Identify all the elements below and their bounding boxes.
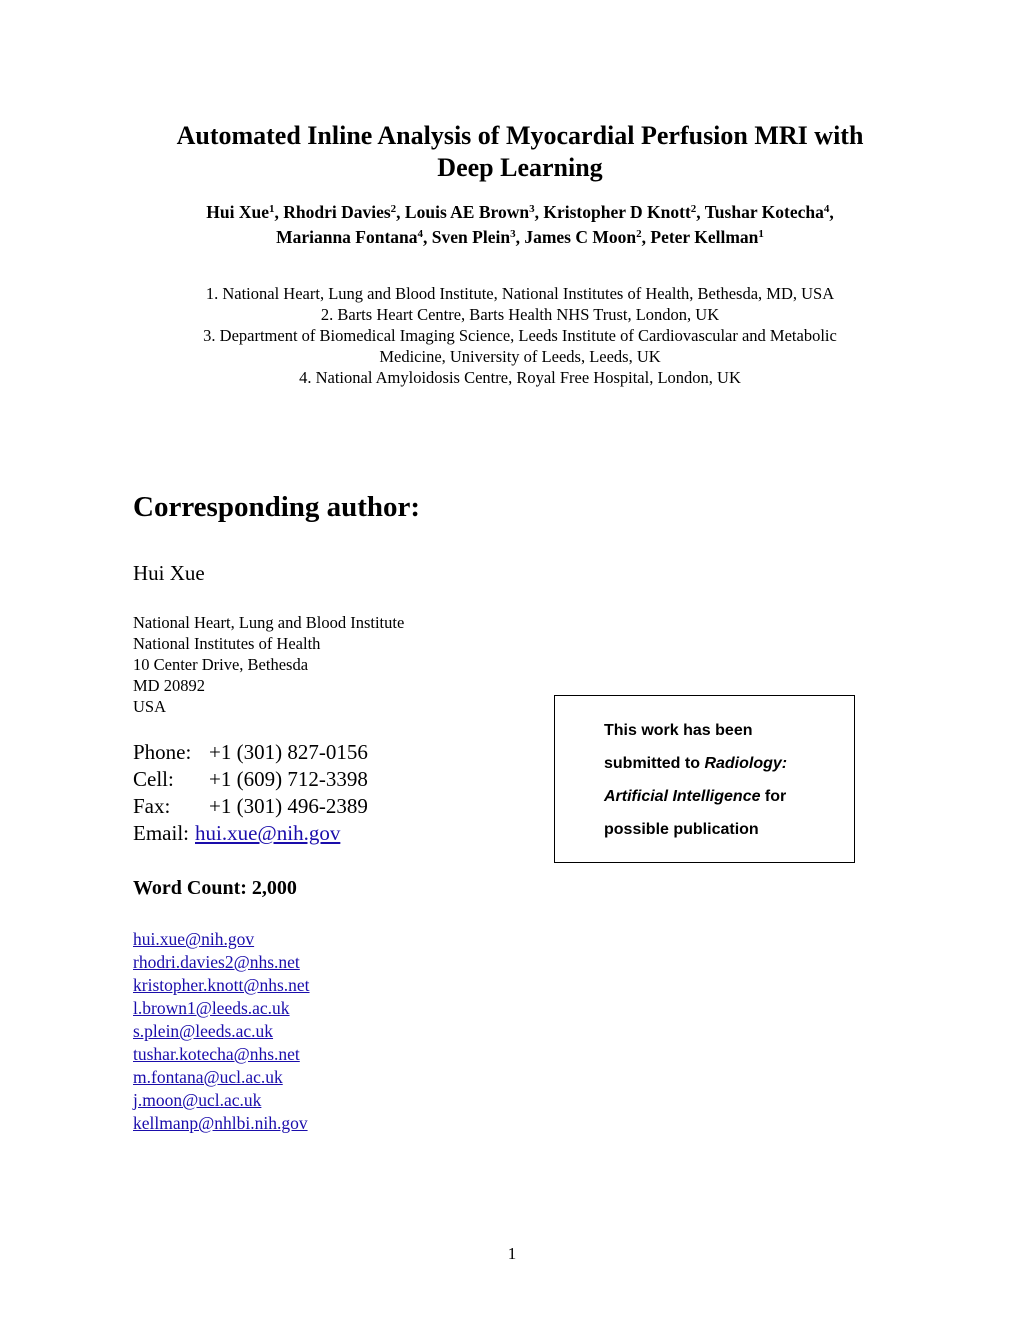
author-list bbox=[110, 200, 930, 250]
author-affiliation-mark: 1 bbox=[758, 227, 764, 240]
notice-line bbox=[604, 747, 838, 780]
email-label: Email: bbox=[133, 821, 189, 845]
author-separator: , bbox=[515, 227, 525, 247]
author-affiliation-mark: 2 bbox=[690, 202, 697, 215]
affiliation-item: Medicine, University of Leeds, Leeds, UK bbox=[379, 347, 661, 366]
author-name: Louis AE Brown bbox=[404, 202, 530, 222]
author-affiliation-mark: 3 bbox=[510, 227, 516, 240]
author-name: Rhodri Davies bbox=[283, 202, 391, 222]
author-email-link[interactable]: m.fontana@ucl.ac.uk bbox=[133, 1067, 283, 1087]
email-link[interactable]: hui.xue@nih.gov bbox=[195, 821, 341, 845]
mailing-address bbox=[133, 612, 404, 717]
notice-line: This work has been bbox=[604, 722, 753, 739]
address-line: National Institutes of Health bbox=[133, 634, 321, 653]
fax-label: Fax: bbox=[133, 794, 171, 818]
title-line-1: Automated Inline Analysis of Myocardial Perfusion MRI with bbox=[176, 121, 864, 150]
author-separator: , bbox=[534, 202, 544, 222]
address-line: MD 20892 bbox=[133, 676, 205, 695]
author-line-2 bbox=[110, 225, 930, 250]
author-name: Peter Kellman bbox=[650, 227, 759, 247]
author-affiliation-mark: 2 bbox=[636, 227, 642, 240]
cell-label: Cell: bbox=[133, 767, 174, 791]
address-line: National Heart, Lung and Blood Institute bbox=[133, 613, 405, 632]
author-email-link[interactable]: kellmanp@nhlbi.nih.gov bbox=[133, 1113, 308, 1133]
author-separator: , bbox=[829, 202, 834, 222]
notice-text: submitted to bbox=[604, 755, 705, 772]
author-name: Sven Plein bbox=[431, 227, 511, 247]
author-email-link[interactable]: rhodri.davies2@nhs.net bbox=[133, 952, 300, 972]
address-line: USA bbox=[133, 697, 167, 716]
paper-title bbox=[120, 120, 920, 184]
contact-details bbox=[133, 739, 368, 847]
author-name: Tushar Kotecha bbox=[704, 202, 824, 222]
author-email-link[interactable]: l.brown1@leeds.ac.uk bbox=[133, 998, 290, 1018]
author-affiliation-mark: 3 bbox=[529, 202, 535, 215]
journal-name-cont: Artificial Intelligence bbox=[604, 788, 761, 805]
author-name: Kristopher D Knott bbox=[543, 202, 691, 222]
author-email-link[interactable]: s.plein@leeds.ac.uk bbox=[133, 1021, 274, 1041]
author-separator: , bbox=[396, 202, 405, 222]
author-affiliation-mark: 1 bbox=[268, 202, 275, 215]
notice-text: for bbox=[760, 788, 787, 805]
author-email-link[interactable]: hui.xue@nih.gov bbox=[133, 929, 255, 949]
affiliation-item: 4. National Amyloidosis Centre, Royal Free Hospital, London, UK bbox=[299, 368, 741, 387]
cell-row bbox=[133, 766, 368, 793]
author-email-link[interactable]: j.moon@ucl.ac.uk bbox=[133, 1090, 262, 1110]
author-line-1 bbox=[110, 200, 930, 225]
corresponding-author-name: Hui Xue bbox=[133, 561, 205, 585]
author-affiliation-mark: 2 bbox=[390, 202, 397, 215]
phone-number: +1 (301) 827-0156 bbox=[209, 740, 368, 764]
email-row bbox=[133, 820, 368, 847]
title-line-2: Deep Learning bbox=[437, 153, 603, 182]
author-email-link[interactable]: kristopher.knott@nhs.net bbox=[133, 975, 310, 995]
affiliation-item: 2. Barts Heart Centre, Barts Health NHS Trust, London, UK bbox=[320, 305, 720, 324]
notice-line bbox=[604, 780, 838, 813]
author-email-link[interactable]: tushar.kotecha@nhs.net bbox=[133, 1044, 300, 1064]
notice-line: possible publication bbox=[604, 821, 759, 838]
fax-row bbox=[133, 793, 368, 820]
author-separator: , bbox=[641, 227, 651, 247]
submission-notice-box bbox=[554, 695, 855, 863]
author-affiliation-mark: 4 bbox=[823, 202, 830, 215]
affiliation-item: 1. National Heart, Lung and Blood Institute, National Institutes of Health, Bethesda, MD, USA bbox=[205, 284, 835, 303]
fax-number: +1 (301) 496-2389 bbox=[209, 794, 368, 818]
author-affiliation-mark: 4 bbox=[417, 227, 424, 240]
affiliation-list bbox=[120, 283, 920, 388]
author-name: James C Moon bbox=[524, 227, 637, 247]
journal-name: Radiology: bbox=[704, 755, 788, 772]
author-email-list bbox=[133, 928, 310, 1135]
author-separator: , bbox=[274, 202, 284, 222]
author-name: Hui Xue bbox=[206, 202, 269, 222]
author-separator: , bbox=[423, 227, 432, 247]
affiliation-item: 3. Department of Biomedical Imaging Science, Leeds Institute of Cardiovascular and Metabolic bbox=[203, 326, 837, 345]
address-line: 10 Center Drive, Bethesda bbox=[133, 655, 309, 674]
word-count: Word Count: 2,000 bbox=[133, 877, 297, 899]
phone-row bbox=[133, 739, 368, 766]
page-number: 1 bbox=[507, 1244, 517, 1263]
author-separator: , bbox=[696, 202, 705, 222]
phone-label: Phone: bbox=[133, 740, 192, 764]
cell-number: +1 (609) 712-3398 bbox=[209, 767, 368, 791]
corresponding-author-heading: Corresponding author: bbox=[133, 491, 421, 523]
author-name: Marianna Fontana bbox=[276, 227, 418, 247]
